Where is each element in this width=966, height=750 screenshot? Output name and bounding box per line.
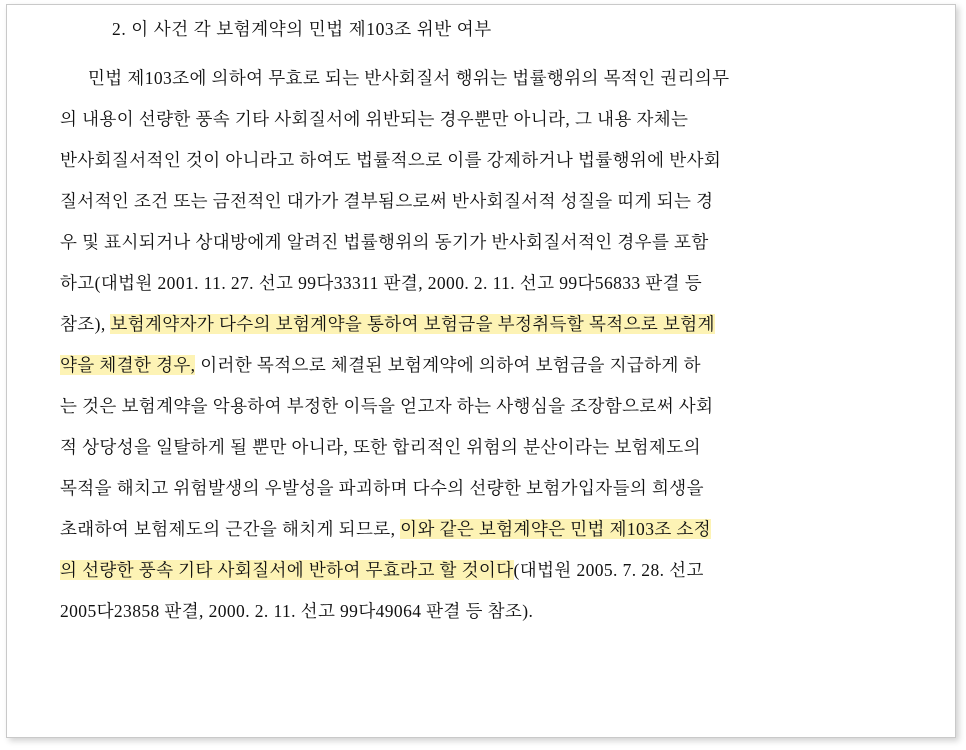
- body-paragraph: [60, 58, 890, 632]
- text-line: [60, 386, 890, 427]
- text-line: [60, 181, 890, 222]
- line-text: 질서적인 조건 또는 금전적인 대가가 결부됨으로써 반사회질서적 성질을 띠게 되는 경: [60, 190, 714, 211]
- text-line: [60, 99, 890, 140]
- text-line: [60, 140, 890, 181]
- line-text: 적 상당성을 일탈하게 될 뿐만 아니라, 또한 합리적인 위험의 분산이라는 보험제도의: [60, 436, 701, 457]
- text-line: [60, 550, 890, 591]
- line-text: (대법원 2005. 7. 28. 선고: [513, 559, 704, 580]
- document-body: [60, 18, 890, 632]
- line-text: 반사회질서적인 것이 아니라고 하여도 법률적으로 이를 강제하거나 법률행위에 반사회: [60, 149, 722, 170]
- line-text: 목적을 해치고 위험발생의 우발성을 파괴하며 다수의 선량한 보험가입자들의 희생을: [60, 477, 704, 498]
- text-line: [60, 591, 890, 632]
- line-text: 는 것은 보험계약을 악용하여 부정한 이득을 얻고자 하는 사행심을 조장함으로써 사회: [60, 395, 714, 416]
- line-text: 우 및 표시되거나 상대방에게 알려진 법률행위의 동기가 반사회질서적인 경우를 포함: [60, 231, 709, 252]
- line-text: 참조),: [60, 313, 111, 334]
- highlighted-text: 의 선량한 풍속 기타 사회질서에 반하여 무효라고 할 것이다: [60, 559, 514, 580]
- line-text: 민법 제103조에 의하여 무효로 되는 반사회질서 행위는 법률행위의 목적인 권리의무: [88, 67, 730, 88]
- text-line: [60, 58, 890, 99]
- text-line: [60, 304, 890, 345]
- line-text: 이러한 목적으로 체결된 보험계약에 의하여 보험금을 지급하게 하: [195, 354, 701, 375]
- text-line: [60, 468, 890, 509]
- text-line: [60, 222, 890, 263]
- line-text: 2005다23858 판결, 2000. 2. 11. 선고 99다49064 판결 등 참조).: [60, 600, 534, 621]
- highlighted-text: 보험계약자가 다수의 보험계약을 통하여 보험금을 부정취득할 목적으로 보험계: [110, 313, 715, 334]
- text-line: [60, 345, 890, 386]
- section-heading: 2. 이 사건 각 보험계약의 민법 제103조 위반 여부: [112, 19, 492, 39]
- text-line: [60, 509, 890, 550]
- text-line: [60, 263, 890, 304]
- highlighted-text: 약을 체결한 경우,: [60, 354, 196, 375]
- line-text: 의 내용이 선량한 풍속 기타 사회질서에 위반되는 경우뿐만 아니라, 그 내용 자체는: [60, 108, 689, 129]
- text-line: [60, 427, 890, 468]
- line-text: 하고(대법원 2001. 11. 27. 선고 99다33311 판결, 2000. 2. 11. 선고 99다56833 판결 등: [60, 272, 703, 293]
- highlighted-text: 이와 같은 보험계약은 민법 제103조 소정: [400, 518, 712, 539]
- line-text: 초래하여 보험제도의 근간을 해치게 되므로,: [60, 518, 401, 539]
